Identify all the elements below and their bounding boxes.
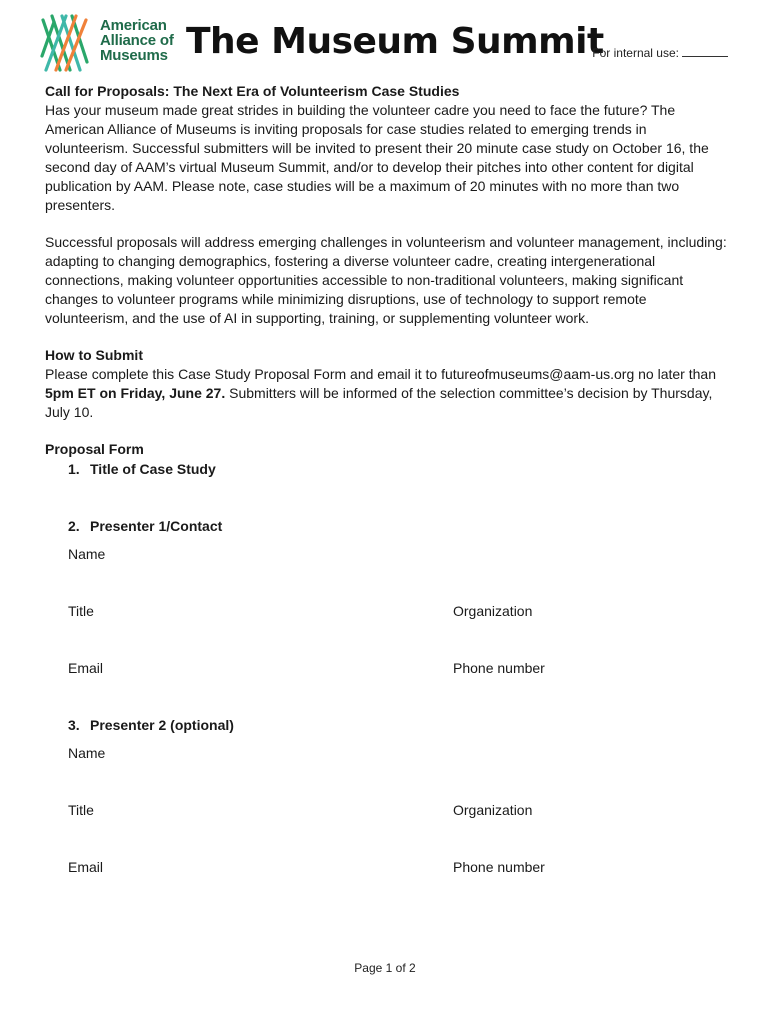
presenter2-name-field[interactable]: Name [68, 745, 106, 761]
document-body [45, 82, 730, 459]
presenter1-email-field[interactable]: Email [68, 660, 104, 676]
how-to-submit-paragraph [45, 365, 730, 422]
form-item-presenter-1 [68, 517, 222, 536]
presenter1-title-field[interactable]: Title [68, 603, 94, 619]
internal-use-blank[interactable] [682, 55, 728, 57]
item-label: Presenter 2 (optional) [90, 717, 234, 733]
internal-use-field [592, 46, 728, 60]
presenter2-title-field[interactable]: Title [68, 802, 94, 818]
item-number: 1. [68, 461, 80, 477]
page-number: Page 1 of 2 [354, 961, 416, 975]
item-number: 3. [68, 717, 80, 733]
call-for-proposals-heading: Call for Proposals: The Next Era of Volunteerism Case Studies [45, 83, 460, 99]
item-number: 2. [68, 518, 80, 534]
form-item-title-of-case-study [68, 460, 216, 479]
form-item-presenter-2 [68, 716, 234, 735]
aam-logo-icon [40, 12, 90, 74]
submit-text-after: Submitters will be informed of the selection committee’s decision by Thursday, July 10. [45, 385, 713, 420]
presenter2-email-field[interactable]: Email [68, 859, 104, 875]
presenter1-organization-field[interactable]: Organization [453, 603, 533, 619]
presenter2-organization-field[interactable]: Organization [453, 802, 533, 818]
aam-logo-text [100, 18, 174, 63]
logo-line: American [100, 17, 167, 34]
item-label: Presenter 1/Contact [90, 518, 223, 534]
presenter1-name-field[interactable]: Name [68, 546, 106, 562]
presenter1-phone-field[interactable]: Phone number [453, 660, 545, 676]
submission-deadline: 5pm ET on Friday, June 27. [45, 385, 226, 401]
submit-text: Please complete this Case Study Proposal Form and email it to futureofmuseums@aam-us.org no later than [45, 366, 716, 382]
intro-paragraph: Has your museum made great strides in building the volunteer cadre you need to face the future? The American Alliance of Museums is inviting proposals for case studies related to emerging trends in volunteerism. Successful submitters will be invited to present their 20 minute case study on October 16, the second day of AAM’s virtual Museum Summit, and/or to develop their pitches into other content for digital publication by AAM. Please note, case studies will be a maximum of 20 minutes with no more than two presenters. [45, 102, 709, 213]
header [40, 8, 730, 76]
logo-line: Alliance of [100, 32, 174, 49]
topics-paragraph: Successful proposals will address emerging challenges in volunteerism and volunteer management, including: adapting to changing demographics, fostering a diverse volunteer cadre, creating intergenerational connections, making volunteer opportunities accessible to non-traditional volunteers, making significant changes to volunteer programs while minimizing disruptions, use of technology to support remote volunteerism, and the use of AI in supporting, training, or supplementing volunteer work. [45, 234, 727, 326]
proposal-form-heading: Proposal Form [45, 441, 144, 457]
logo-line: Museums [100, 47, 168, 64]
item-label: Title of Case Study [90, 461, 216, 477]
presenter2-phone-field[interactable]: Phone number [453, 859, 545, 875]
how-to-submit-heading: How to Submit [45, 347, 143, 363]
internal-use-label: For internal use: [592, 46, 679, 60]
document-title: The Museum Summit [186, 21, 604, 62]
